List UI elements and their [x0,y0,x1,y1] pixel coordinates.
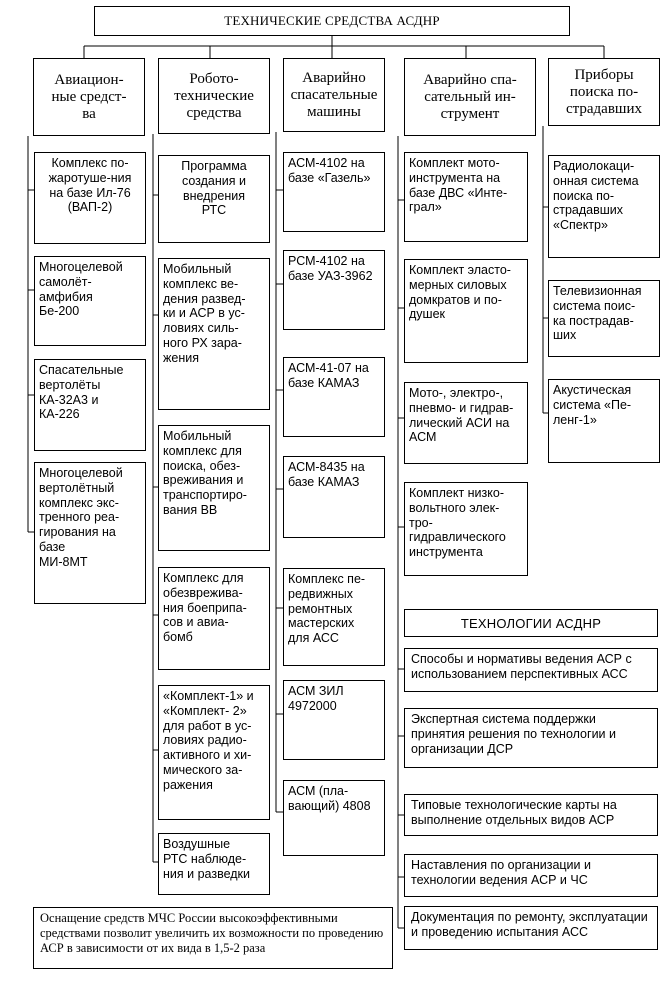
column-header-rescue-vehicles: Аварийно спасательные машины [283,58,385,132]
vehicle-item: АСМ ЗИЛ 4972000 [283,680,385,760]
technologies-title: ТЕХНОЛОГИИ АСДНР [404,609,658,637]
column-header-rescue-tools: Аварийно спа- сательный ин- струмент [404,58,536,136]
robotics-item: Воздушные РТС наблюде- ния и разведки [158,833,270,895]
diagram-title: ТЕХНИЧЕСКИЕ СРЕДСТВА АСДНР [94,6,570,36]
robotics-item: Мобильный комплекс для поиска, обез- вреживания и транспортиро- вания ВВ [158,425,270,551]
tool-item: Комплект эласто- мерных силовых домкратов и по- душек [404,259,528,363]
robotics-item: «Комплект-1» и «Комплект- 2» для работ в ус- ловиях радио- активного и хи- мического за- ражения [158,685,270,820]
aviation-item: Многоцелевой вертолётный комплекс экс- тренного реа- гирования на базе МИ-8МТ [34,462,146,604]
robotics-item: Комплекс для обезврежива- ния боеприпа- сов и авиа- бомб [158,567,270,670]
vehicle-item: РСМ-4102 на базе УАЗ-3962 [283,250,385,330]
vehicle-item: АСМ-8435 на базе КАМАЗ [283,456,385,538]
tool-item: Комплект мото- инструмента на базе ДВС «Инте- грал» [404,152,528,242]
aviation-item: Спасательные вертолёты КА-32А3 и КА-226 [34,359,146,451]
robotics-item: Мобильный комплекс ве- дения развед- ки и АСР в ус- ловиях силь- ного РХ зара- жения [158,258,270,410]
technology-item: Типовые технологические карты на выполнение отдельных видов АСР [404,794,658,836]
robotics-item: Программа создания и внедрения РТС [158,155,270,243]
technology-item: Способы и нормативы ведения АСР с использованием перспективных АСС [404,648,658,692]
vehicle-item: АСМ (пла- вающий) 4808 [283,780,385,856]
search-device-item: Телевизионная система поис- ка пострадав- ших [548,280,660,357]
vehicle-item: АСМ-4102 на базе «Газель» [283,152,385,232]
technology-item: Экспертная система поддержки принятия решения по технологии и организации ДСР [404,708,658,768]
search-device-item: Радиолокаци- онная система поиска по- страдавших «Спектр» [548,155,660,258]
column-header-search-devices: Приборы поиска по- страдавших [548,58,660,126]
aviation-item: Комплекс по- жаротуше-ния на базе Ил-76 (ВАП-2) [34,152,146,244]
aviation-item: Многоцелевой самолёт- амфибия Бе-200 [34,256,146,346]
technology-item: Документация по ремонту, эксплуатации и проведению испытания АСС [404,906,658,950]
vehicle-item: Комплекс пе- редвижных ремонтных мастерских для АСС [283,568,385,666]
vehicle-item: АСМ-41-07 на базе КАМАЗ [283,357,385,437]
technology-item: Наставления по организации и технологии ведения АСР и ЧС [404,854,658,897]
search-device-item: Акустическая система «Пе- ленг-1» [548,379,660,463]
column-header-aviation: Авиацион- ные средст- ва [33,58,145,136]
tool-item: Комплект низко- вольтного элек- тро- гидравлического инструмента [404,482,528,576]
tool-item: Мото-, электро-, пневмо- и гидрав- лический АСИ на АСМ [404,382,528,464]
footer-note: Оснащение средств МЧС России высокоэффективными средствами позволит увеличить их возможности по проведению АСР в зависимости от их вида в 1,5-2 раза [33,907,393,969]
column-header-robotics: Робото- технические средства [158,58,270,134]
